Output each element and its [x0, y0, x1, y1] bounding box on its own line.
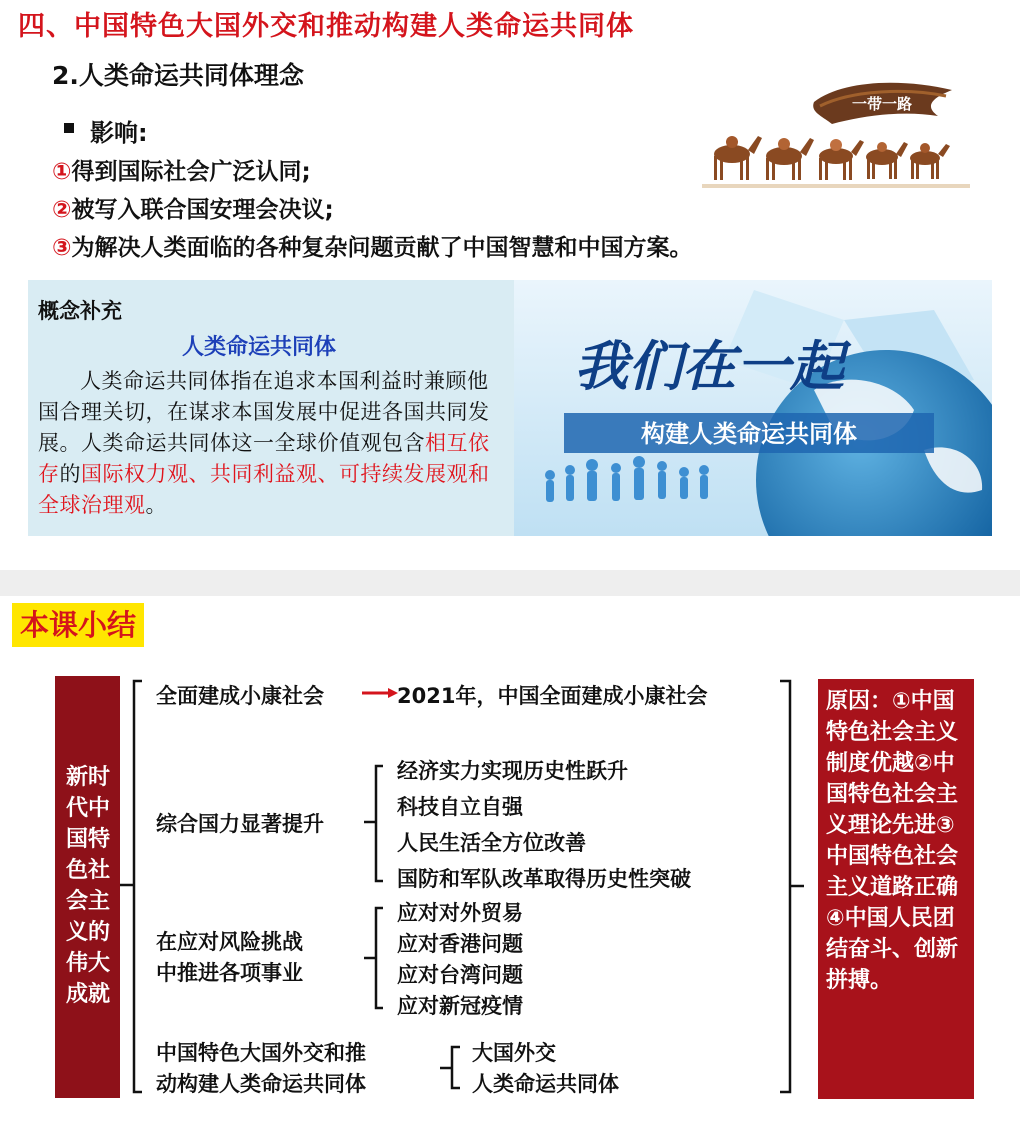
branch3-item-4: 应对新冠疫情 [397, 994, 523, 1018]
branch2-item-3: 人民生活全方位改善 [397, 831, 586, 855]
influence-label: 影响: [90, 119, 148, 147]
branch2-item-1: 经济实力实现历史性跃升 [397, 759, 628, 783]
concept-highlight: 相互依存 [38, 431, 490, 486]
concept-text: 人类命运共同体指在追求本国利益时兼顾他国合理关切，在谋求本国发展中促进各国共同发展。人类命运共同体这一全球价值观包含 [38, 369, 490, 455]
branch3-label-line1: 在应对风险挑战 [156, 930, 303, 954]
branch3-label-line2: 中推进各项事业 [156, 961, 303, 985]
reasons-text: 原因：①中国特色社会主义制度优越②中国特色社会主义理论先进③中国特色社会主义道路正确④中国人民团结奋斗、创新拼搏。 [826, 689, 959, 993]
branch4-item-1: 大国外交 [472, 1041, 556, 1065]
section-title: 四、中国特色大国外交和推动构建人类命运共同体 [18, 11, 634, 42]
subtitle: 2.人类命运共同体理念 [52, 61, 304, 90]
branch1-result: 2021年，中国全面建成小康社会 [397, 684, 708, 708]
branch3-item-1: 应对对外贸易 [397, 901, 523, 925]
item-text: 得到国际社会广泛认同; [71, 159, 311, 185]
concept-title: 人类命运共同体 [182, 335, 337, 360]
concept-text: 的 [59, 462, 81, 486]
item-text: 为解决人类面临的各种复杂问题贡献了中国智慧和中国方案。 [71, 235, 693, 261]
branch2-label: 综合国力显著提升 [156, 812, 324, 836]
branch3-item-3: 应对台湾问题 [397, 963, 523, 987]
item-text: 被写入联合国安理会决议; [71, 197, 334, 223]
concept-text: 。 [145, 493, 167, 517]
camel-sign-text: 一带一路 [851, 95, 913, 113]
branch4-label-line2: 动构建人类命运共同体 [156, 1072, 366, 1096]
item-number: ② [52, 197, 72, 223]
banner-caption: 构建人类命运共同体 [641, 420, 857, 448]
branch1-label: 全面建成小康社会 [156, 684, 324, 708]
branch2-item-2: 科技自立自强 [397, 795, 523, 819]
root-text: 新时代中国特色社会主义的伟大成就 [65, 765, 110, 1007]
banner-calligraphy: 我们在一起 [574, 334, 844, 398]
concept-highlight: 国际权力观、共同利益观、可持续发展观和全球治理观 [38, 462, 490, 517]
item-number: ③ [52, 235, 72, 261]
item-number: ① [52, 159, 72, 185]
branch3-item-2: 应对香港问题 [397, 932, 523, 956]
branch4-label-line1: 中国特色大国外交和推 [156, 1041, 366, 1065]
concept-heading: 概念补充 [38, 299, 122, 323]
summary-tag: 本课小结 [12, 603, 144, 647]
branch2-item-4: 国防和军队改革取得历史性突破 [397, 867, 691, 891]
branch4-item-2: 人类命运共同体 [472, 1072, 619, 1096]
